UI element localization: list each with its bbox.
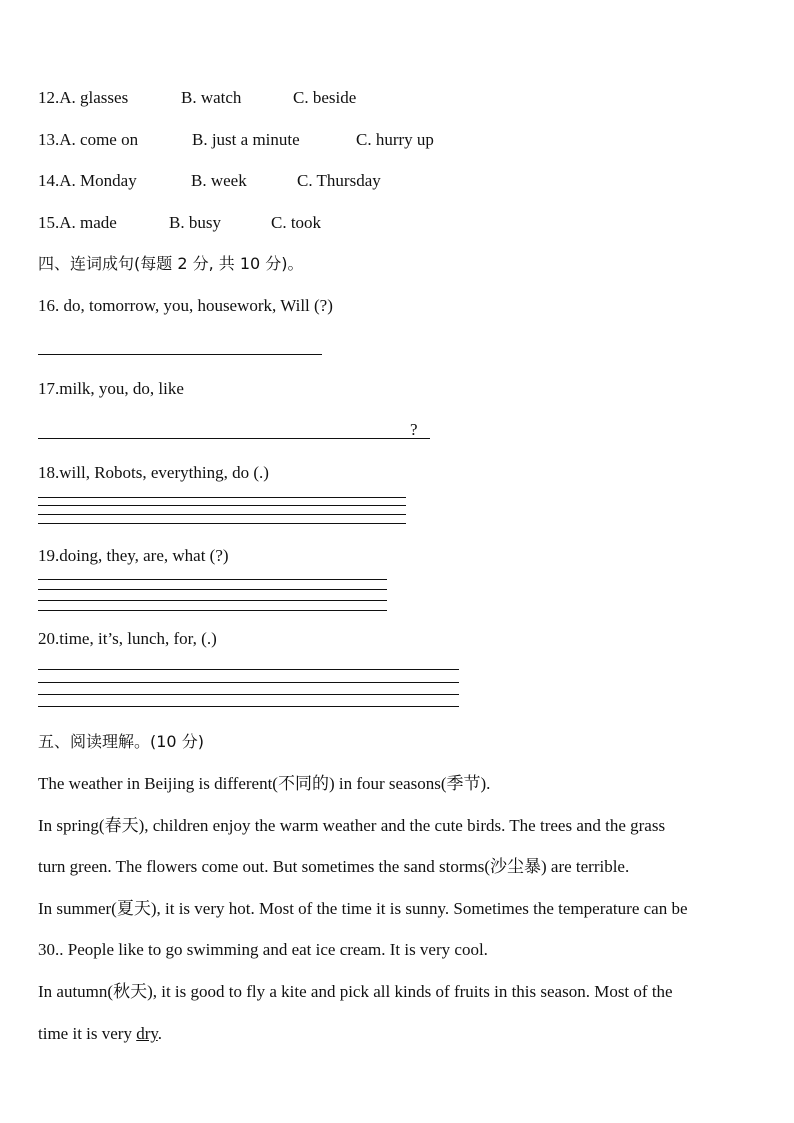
reading-paragraph: The weather in Beijing is different(不同的) in four seasons(季节). — [38, 774, 491, 793]
answer-line — [38, 523, 406, 524]
question-18: 18.will, Robots, everything, do (.) — [38, 463, 269, 482]
mc-number: 15. — [38, 213, 60, 232]
answer-line — [38, 579, 387, 580]
answer-line — [38, 610, 387, 611]
option-c: C. Thursday — [297, 171, 381, 190]
reading-paragraph: 30.. People like to go swimming and eat ice cream. It is very cool. — [38, 940, 488, 959]
answer-line — [38, 600, 387, 601]
underlined-word: dry — [136, 1024, 158, 1043]
answer-line — [38, 354, 322, 355]
answer-line — [38, 682, 459, 683]
mc-number: 14. — [38, 171, 60, 190]
answer-line — [38, 438, 430, 439]
option-a: A. come on — [59, 130, 139, 149]
option-a: A. Monday — [59, 171, 137, 190]
question-17-mark: ? — [410, 420, 418, 439]
answer-line — [38, 514, 406, 515]
answer-line — [38, 694, 459, 695]
section5-heading: 五、阅读理解。(10 分) — [38, 732, 204, 751]
question-17: 17.milk, you, do, like — [38, 379, 184, 398]
mc-number: 12. — [38, 88, 60, 107]
reading-text: . — [157, 1024, 163, 1043]
mc-row-12 — [38, 88, 738, 108]
reading-paragraph: In autumn(秋天), it is good to fly a kite and pick all kinds of fruits in this season. Most of the — [38, 982, 673, 1001]
option-c: C. took — [271, 213, 322, 232]
reading-paragraph: turn green. The flowers come out. But sometimes the sand storms(沙尘暴) are terrible. — [38, 857, 630, 876]
question-19: 19.doing, they, are, what (?) — [38, 546, 229, 565]
reading-paragraph — [38, 1024, 162, 1044]
section4-heading: 四、连词成句(每题 2 分, 共 10 分)。 — [38, 254, 304, 273]
option-b: B. busy — [169, 213, 221, 232]
option-c: C. hurry up — [356, 130, 434, 149]
option-b: B. just a minute — [192, 130, 300, 149]
answer-line — [38, 669, 459, 670]
option-b: B. watch — [181, 88, 242, 107]
option-a: A. made — [59, 213, 117, 232]
reading-paragraph: In summer(夏天), it is very hot. Most of the time it is sunny. Sometimes the temperature can be — [38, 899, 688, 918]
answer-line — [38, 589, 387, 590]
question-20: 20.time, it’s, lunch, for, (.) — [38, 629, 217, 648]
answer-line — [38, 497, 406, 498]
option-b: B. week — [191, 171, 247, 190]
question-16: 16. do, tomorrow, you, housework, Will (?) — [38, 296, 333, 315]
reading-text: time it is very — [38, 1024, 137, 1043]
answer-line — [38, 505, 406, 506]
option-a: A. glasses — [59, 88, 129, 107]
answer-line — [38, 706, 459, 707]
mc-row-14 — [38, 171, 738, 191]
reading-paragraph: In spring(春天), children enjoy the warm weather and the cute birds. The trees and the grass — [38, 816, 666, 835]
mc-row-15 — [38, 213, 738, 233]
mc-number: 13. — [38, 130, 60, 149]
option-c: C. beside — [293, 88, 357, 107]
mc-row-13 — [38, 130, 738, 150]
